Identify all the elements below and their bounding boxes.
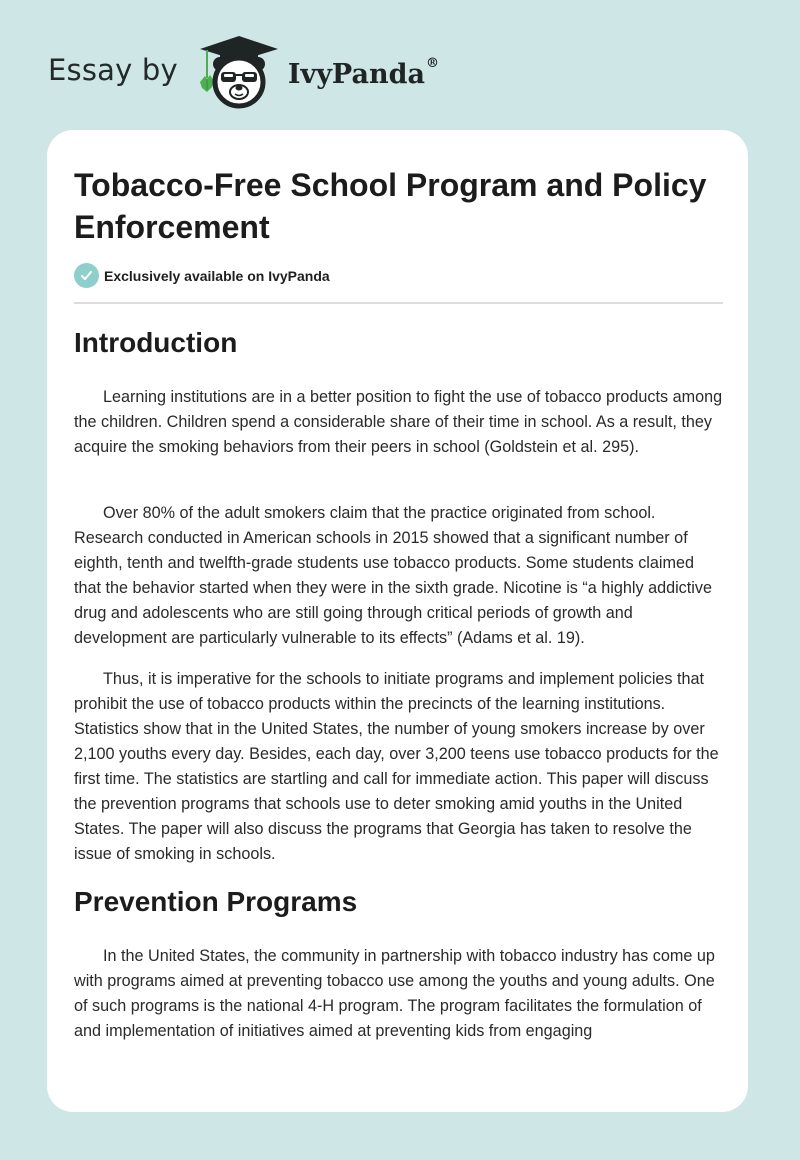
section-heading-prevention-programs: Prevention Programs [74, 886, 358, 917]
site-header [48, 34, 439, 110]
section-heading-introduction: Introduction [74, 327, 238, 358]
essay-card [47, 130, 748, 1112]
essay-title: Tobacco-Free School Program and Policy Enforcement [74, 167, 707, 245]
panda-graduate-logo-icon[interactable] [196, 34, 282, 110]
essay-by-label: Essay by [48, 53, 178, 87]
check-circle-icon [74, 263, 99, 288]
title-divider [74, 302, 723, 304]
brand-text: IvyPanda [287, 58, 425, 90]
paragraph: Thus, it is imperative for the schools to initiate programs and implement policies that prohibit the use of tobacco products within the precincts of the learning institutions. Statistics show that in the United States, the number of young smokers increase by over 2,100 youths every day. Besides, each day, over 3,200 teens use tobacco products for the first time. The statistics are startling and call for immediate action. This paper will discuss the prevention programs that schools use to deter smoking amid youths in the United States. The paper will also discuss the programs that Georgia has taken to resolve the issue of smoking in schools. [74, 670, 719, 863]
exclusive-badge [74, 263, 330, 288]
paragraph: In the United States, the community in partnership with tobacco industry has come up with programs aimed at preventing tobacco use among the youths and young adults. One of such programs is the national 4-H program. The program facilitates the formulation of and implementation of initiatives aimed at preventing kids from engaging [74, 947, 715, 1040]
paragraph: Learning institutions are in a better position to fight the use of tobacco products among the children. Children spend a considerable share of their time in school. As a result, they acquire the smoking behaviors from their peers in school (Goldstein et al. 295). [74, 388, 723, 456]
brand-name[interactable] [287, 55, 439, 90]
exclusive-label: Exclusively available on IvyPanda [104, 267, 330, 284]
registered-mark: ® [425, 55, 439, 71]
paragraph: Over 80% of the adult smokers claim that the practice originated from school. Research conducted in American schools in 2015 showed that a significant number of eighth, tenth and twelfth-grade students use tobacco products. Some students claimed that the behavior started when they were in the sixth grade. Nicotine is “a highly addictive drug and adolescents who are still going through critical periods of growth and development are particularly vulnerable to its effects” (Adams et al. 19). [74, 504, 712, 647]
